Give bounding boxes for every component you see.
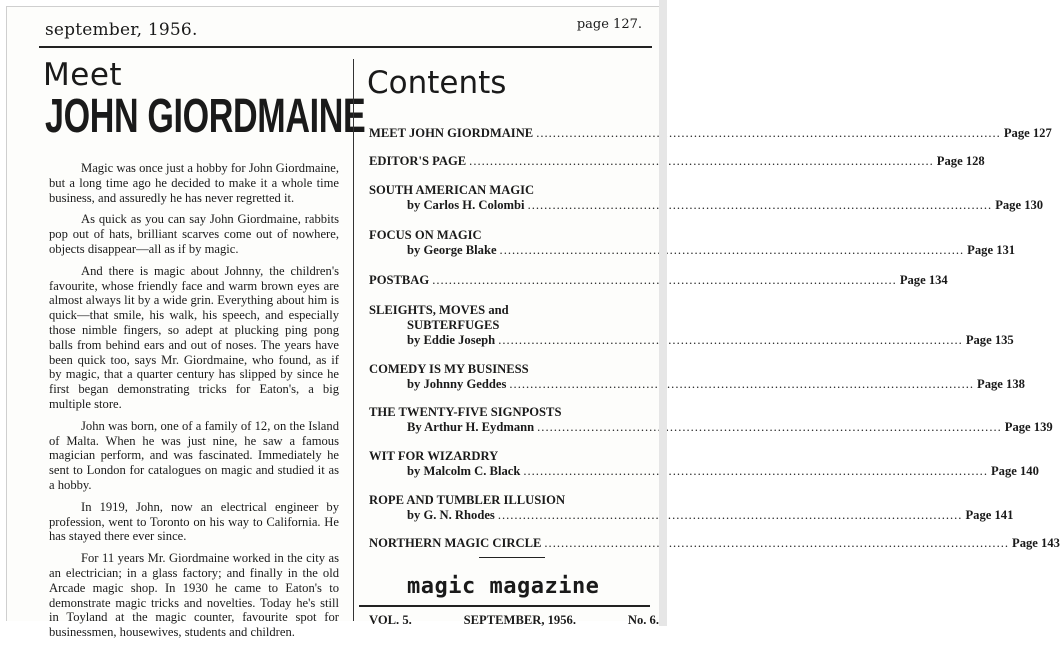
footer-volume: VOL. 5. [369, 613, 412, 627]
masthead-rule [479, 557, 545, 558]
toc-entry[interactable] [369, 183, 1044, 213]
toc-entry[interactable] [369, 536, 1060, 551]
column-divider [353, 59, 354, 621]
header-rule [39, 46, 652, 48]
article-paragraph: As quick as you can say John Giordmaine, rabbits pop out of hats, brilliant scarves come out of nowhere, objects disappear—all as if by magic. [49, 212, 339, 256]
article-paragraph: John was born, one of a family of 12, on the Island of Malta. When he was just nine, he saw a famous magician perform, and was fascinated. Immediately he sent to London for catalogues on magic and studied it as a hobby. [49, 418, 339, 492]
table-of-contents [369, 126, 1060, 551]
toc-entry-title: COMEDY IS MY BUSINESS [369, 362, 529, 376]
header-date: september, 1956. [45, 20, 198, 40]
toc-entry-title: SUBTERFUGES [407, 318, 500, 332]
masthead: magic magazine [407, 574, 600, 599]
toc-entry-page: Page 127 [1003, 126, 1052, 140]
toc-entry-page: Page 141 [965, 508, 1014, 522]
article-paragraph: For 11 years Mr. Giordmaine worked in the city as an electrician; in a glass factory; and finally in the old Arcade magic shop. In 1930 he came to Eaton's to demonstrate magic tricks and novelties. Today he's still in Toyland at the magic counter, favourite spot for businessmen, housewives, students and children. [49, 551, 339, 640]
footer-date: SEPTEMBER, 1956. [463, 613, 576, 627]
toc-entry-page: Page 131 [967, 243, 1016, 257]
toc-entry-page: Page 139 [1004, 420, 1053, 434]
toc-leader-dots [537, 420, 1002, 435]
toc-entry-page: Page 138 [977, 377, 1025, 391]
toc-entry[interactable] [369, 449, 1039, 479]
toc-leader-dots [498, 508, 963, 523]
toc-entry[interactable] [369, 405, 1053, 435]
toc-entry-author: by Malcolm C. Black [407, 464, 521, 478]
toc-entry-title: FOCUS ON MAGIC [369, 228, 482, 242]
toc-entry[interactable] [369, 303, 1014, 348]
toc-entry-author: by Johnny Geddes [407, 377, 507, 391]
toc-entry-title: POSTBAG [369, 273, 430, 287]
toc-entry-title: SOUTH AMERICAN MAGIC [369, 183, 535, 197]
toc-leader-dots [469, 154, 934, 169]
toc-leader-dots [509, 377, 974, 392]
toc-entry[interactable] [369, 154, 985, 169]
article-body [49, 161, 339, 647]
toc-entry-page: Page 143 [1012, 536, 1060, 550]
toc-entry-title: WIT FOR WIZARDRY [369, 449, 499, 463]
toc-entry-title: THE TWENTY-FIVE SIGNPOSTS [369, 405, 562, 419]
article-paragraph: In 1919, John, now an electrical engineer by profession, went to Toronto on his way to California. He has stayed there ever since. [49, 499, 339, 544]
toc-entry-title: MEET JOHN GIORDMAINE [369, 126, 534, 140]
toc-entry-author: by Eddie Joseph [407, 333, 496, 347]
toc-leader-dots [523, 464, 988, 479]
page [6, 6, 1060, 640]
contents-title: Contents [367, 65, 507, 101]
article-paragraph: And there is magic about Johnny, the children's favourite, whose friendly face and warm brown eyes are almost always lit by a wide grin. Everything about him is quick—that smile, his walk, his speech, and especially those nimble fingers, so adept at plucking ping pong balls from behind ears and out of noses. The years have been quick too, says Mr. Giordmaine, who found, as if by magic, that a quarter century has slipped by since he first began demonstrating tricks for Eaton's, a big multiple store. [49, 263, 339, 411]
toc-entry-author: by G. N. Rhodes [407, 508, 495, 522]
toc-leader-dots [498, 333, 963, 348]
toc-entry-author: By Arthur H. Eydmann [407, 420, 535, 434]
footer-rule [359, 605, 650, 607]
footer-number: No. 6. [627, 613, 659, 627]
footer [369, 613, 659, 628]
toc-entry-title: EDITOR'S PAGE [369, 154, 467, 168]
toc-entry[interactable] [369, 493, 1014, 523]
toc-entry-page: Page 135 [965, 333, 1014, 347]
scrollbar-track[interactable] [659, 0, 667, 626]
article-paragraph: Magic was once just a hobby for John Giordmaine, but a long time ago he decided to make it a whole time business, and assuredly he has never regretted it. [49, 161, 339, 205]
header-page-number: page 127. [576, 17, 642, 32]
toc-entry-page: Page 134 [899, 273, 948, 287]
toc-entry-page: Page 128 [936, 154, 985, 168]
toc-entry-author: by George Blake [407, 243, 497, 257]
toc-entry-title: SLEIGHTS, MOVES and [369, 303, 509, 317]
toc-entry[interactable] [369, 126, 1052, 141]
toc-entry-title: ROPE AND TUMBLER ILLUSION [369, 493, 566, 507]
toc-leader-dots [544, 536, 1009, 551]
toc-entry[interactable] [369, 273, 948, 288]
toc-leader-dots [528, 198, 993, 213]
toc-leader-dots [500, 243, 965, 258]
toc-entry[interactable] [369, 228, 1016, 258]
toc-entry[interactable] [369, 362, 1025, 392]
toc-entry-page: Page 140 [990, 464, 1039, 478]
article-title: JOHN GIORDMAINE [45, 90, 366, 143]
article-kicker: Meet [43, 57, 123, 93]
toc-entry-page: Page 130 [995, 198, 1044, 212]
toc-entry-title: NORTHERN MAGIC CIRCLE [369, 536, 542, 550]
toc-entry-author: by Carlos H. Colombi [407, 198, 525, 212]
toc-leader-dots [536, 126, 1001, 141]
